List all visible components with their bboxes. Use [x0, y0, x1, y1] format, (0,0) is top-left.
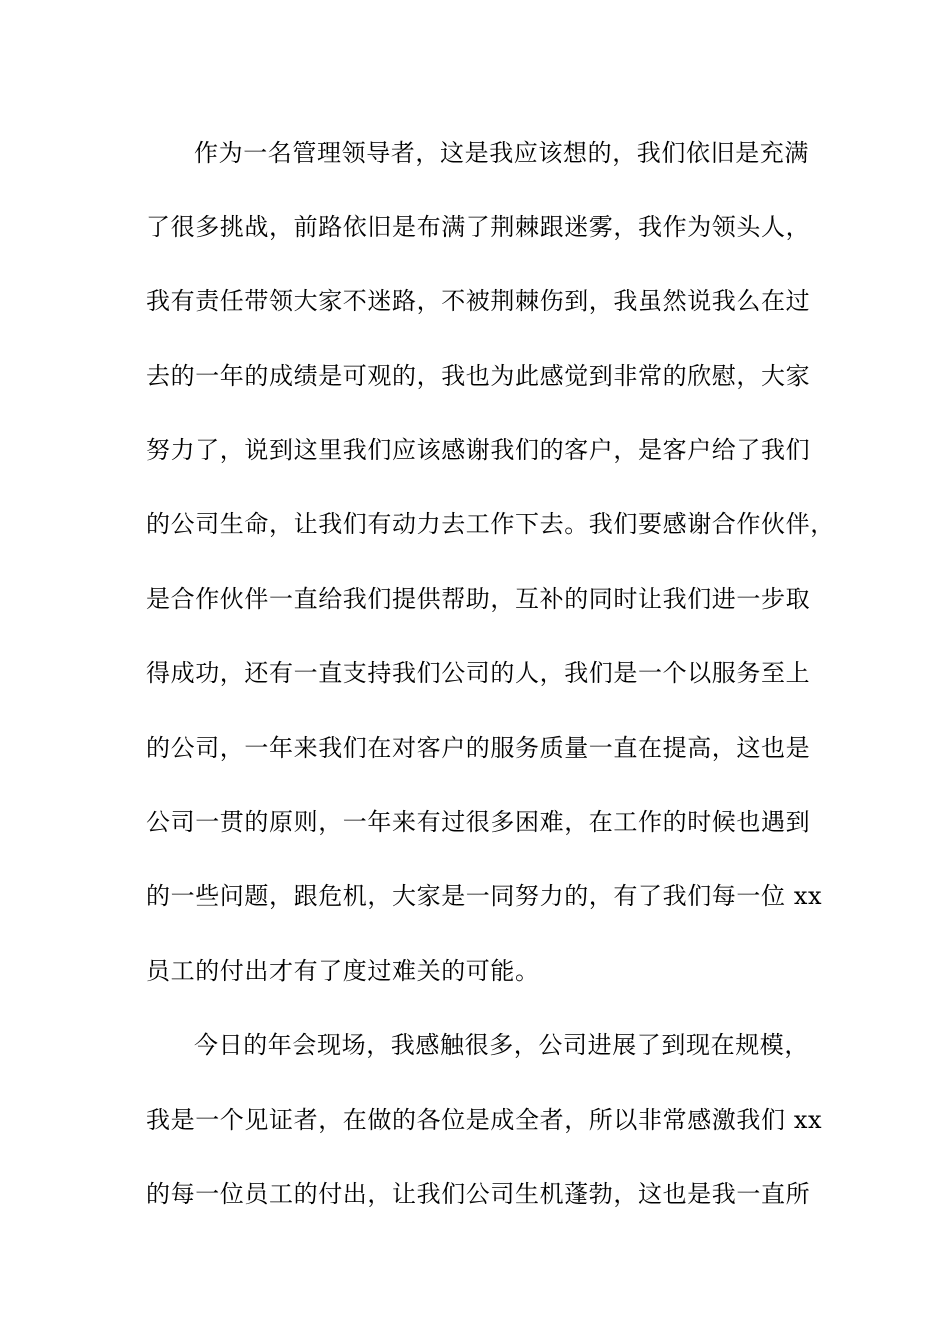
- paragraph-2-line-2: 我是一个见证者，在做的各位是成全者，所以非常感激我们 xx: [146, 1106, 823, 1134]
- paragraph-1-line-8: 得成功，还有一直支持我们公司的人，我们是一个以服务至上: [146, 659, 811, 687]
- paragraph-1-line-5: 努力了，说到这里我们应该感谢我们的客户，是客户给了我们: [146, 436, 811, 464]
- paragraph-1-line-6: 的公司生命，让我们有动力去工作下去。我们要感谢合作伙伴，: [146, 510, 835, 538]
- paragraph-2-line-1: 今日的年会现场，我感触很多，公司进展了到现在规模，: [194, 1031, 809, 1059]
- paragraph-1-line-11: 的一些问题，跟危机，大家是一同努力的，有了我们每一位 xx: [146, 882, 823, 910]
- paragraph-1-line-1: 作为一名管理领导者，这是我应该想的，我们依旧是充满: [194, 139, 809, 167]
- paragraph-1-line-12: 员工的付出才有了度过难关的可能。: [146, 957, 540, 985]
- paragraph-1-line-10: 公司一贯的原则，一年来有过很多困难，在工作的时候也遇到: [146, 808, 811, 836]
- paragraph-1-line-4: 去的一年的成绩是可观的，我也为此感觉到非常的欣慰，大家: [146, 362, 811, 390]
- paragraph-1-line-9: 的公司，一年来我们在对客户的服务质量一直在提高，这也是: [146, 734, 811, 762]
- paragraph-1-line-7: 是合作伙伴一直给我们提供帮助，互补的同时让我们进一步取: [146, 585, 811, 613]
- paragraph-1-line-2: 了很多挑战，前路依旧是布满了荆棘跟迷雾，我作为领头人，: [146, 213, 811, 241]
- paragraph-1-line-3: 我有责任带领大家不迷路，不被荆棘伤到，我虽然说我么在过: [146, 287, 811, 315]
- paragraph-2-line-3: 的每一位员工的付出，让我们公司生机蓬勃，这也是我一直所: [146, 1180, 811, 1208]
